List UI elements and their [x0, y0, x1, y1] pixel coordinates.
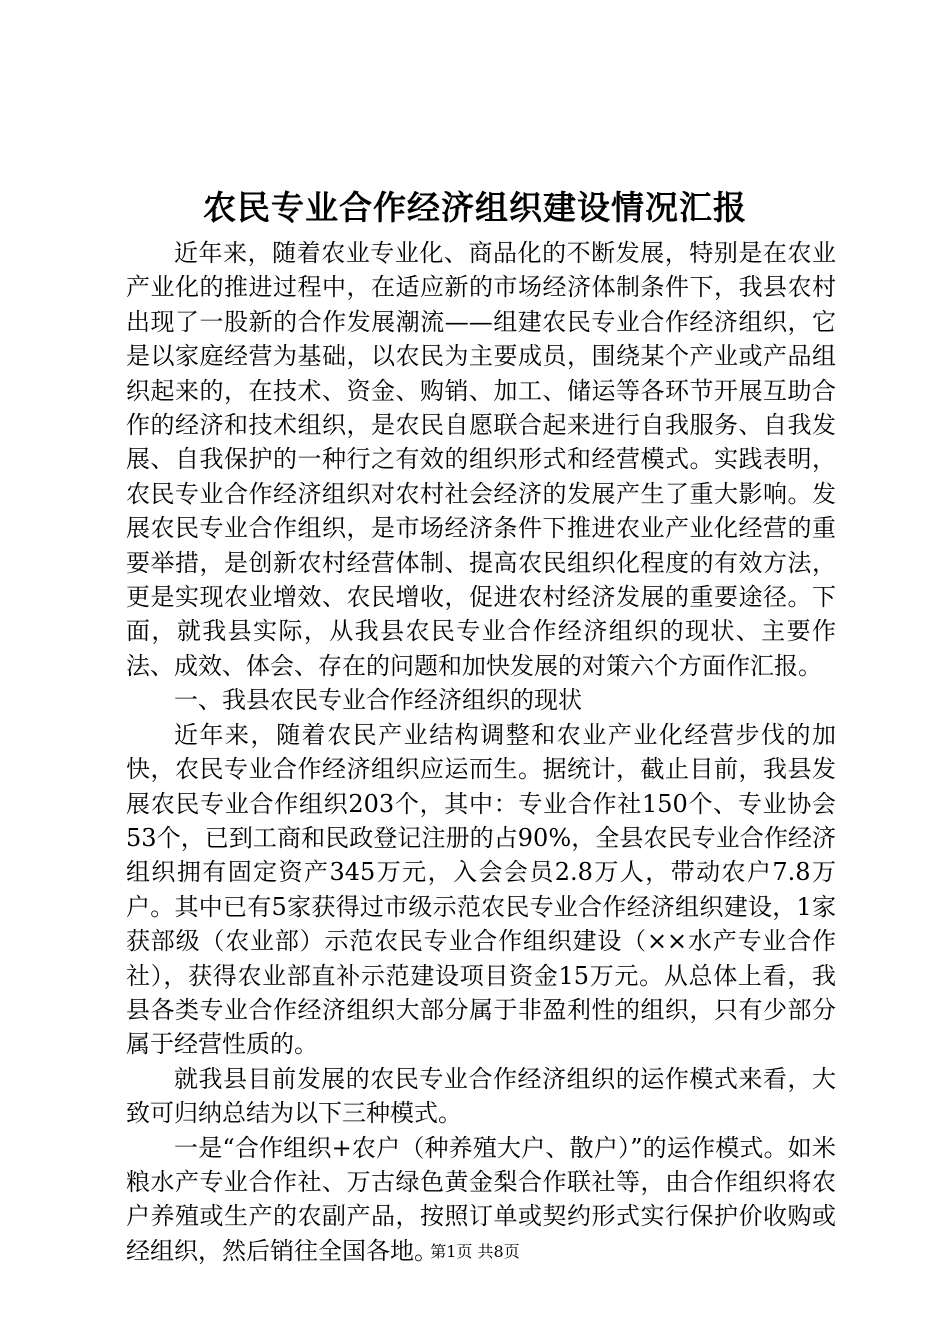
paragraph-mode-one: 一是“合作组织+农户（种养殖大户、散户）”的运作模式。如米粮水产专业合作社、万古绿色黄金梨合作联社等，由合作组织将农户养殖或生产的农副产品，按照订单或契约形式实行保护价收购或经组织，然后销往全国各地。: [126, 1133, 836, 1265]
paragraph-modes: 就我县目前发展的农民专业合作经济组织的运作模式来看，大致可归纳总结为以下三种模式。: [126, 1064, 836, 1128]
section-heading: 一、我县农民专业合作经济组织的现状: [174, 686, 582, 715]
paragraph-intro: 近年来，随着农业专业化、商品化的不断发展，特别是在农业产业化的推进过程中，在适应新的市场经济体制条件下，我县农村出现了一股新的合作发展潮流——组建农民专业合作经济组织，它是以家庭经营为基础，以农民为主要成员，围绕某个产业或产品组织起来的，在技术、资金、购销、加工、储运等各环节开展互助合作的经济和技术组织，是农民自愿联合起来进行自我服务、自我发展、自我保护的一种行之有效的组织形式和经营模式。实践表明，农民专业合作经济组织对农村社会经济的发展产生了重大影响。发展农民专业合作组织，是市场经济条件下推进农业产业化经营的重要举措，是创新农村经营体制、提高农民组织化程度的有效方法，更是实现农业增效、农民增收，促进农村经济发展的重要途径。下面，就我县实际，从我县农民专业合作经济组织的现状、主要作法、成效、体会、存在的问题和加快发展的对策六个方面作汇报。: [126, 239, 836, 680]
paragraph-status: 近年来，随着农民产业结构调整和农业产业化经营步伐的加快，农民专业合作经济组织应运而生。据统计，截止目前，我县发展农民专业合作组织203个，其中：专业合作社150个、专业协会53个，已到工商和民政登记注册的占90%，全县农民专业合作经济组织拥有固定资产345万元，入会会员2.8万人，带动农户7.8万户。其中已有5家获得过市级示范农民专业合作经济组织建设，1家获部级（农业部）示范农民专业合作组织建设（××水产专业合作社），获得农业部直补示范建设项目资金15万元。从总体上看，我县各类专业合作经济组织大部分属于非盈利性的组织，只有少部分属于经营性质的。: [126, 720, 836, 1059]
document-body: [126, 236, 836, 1268]
document-title: 农民专业合作经济组织建设情况汇报: [203, 188, 747, 227]
page-number: 第1页 共8页: [430, 1242, 520, 1261]
